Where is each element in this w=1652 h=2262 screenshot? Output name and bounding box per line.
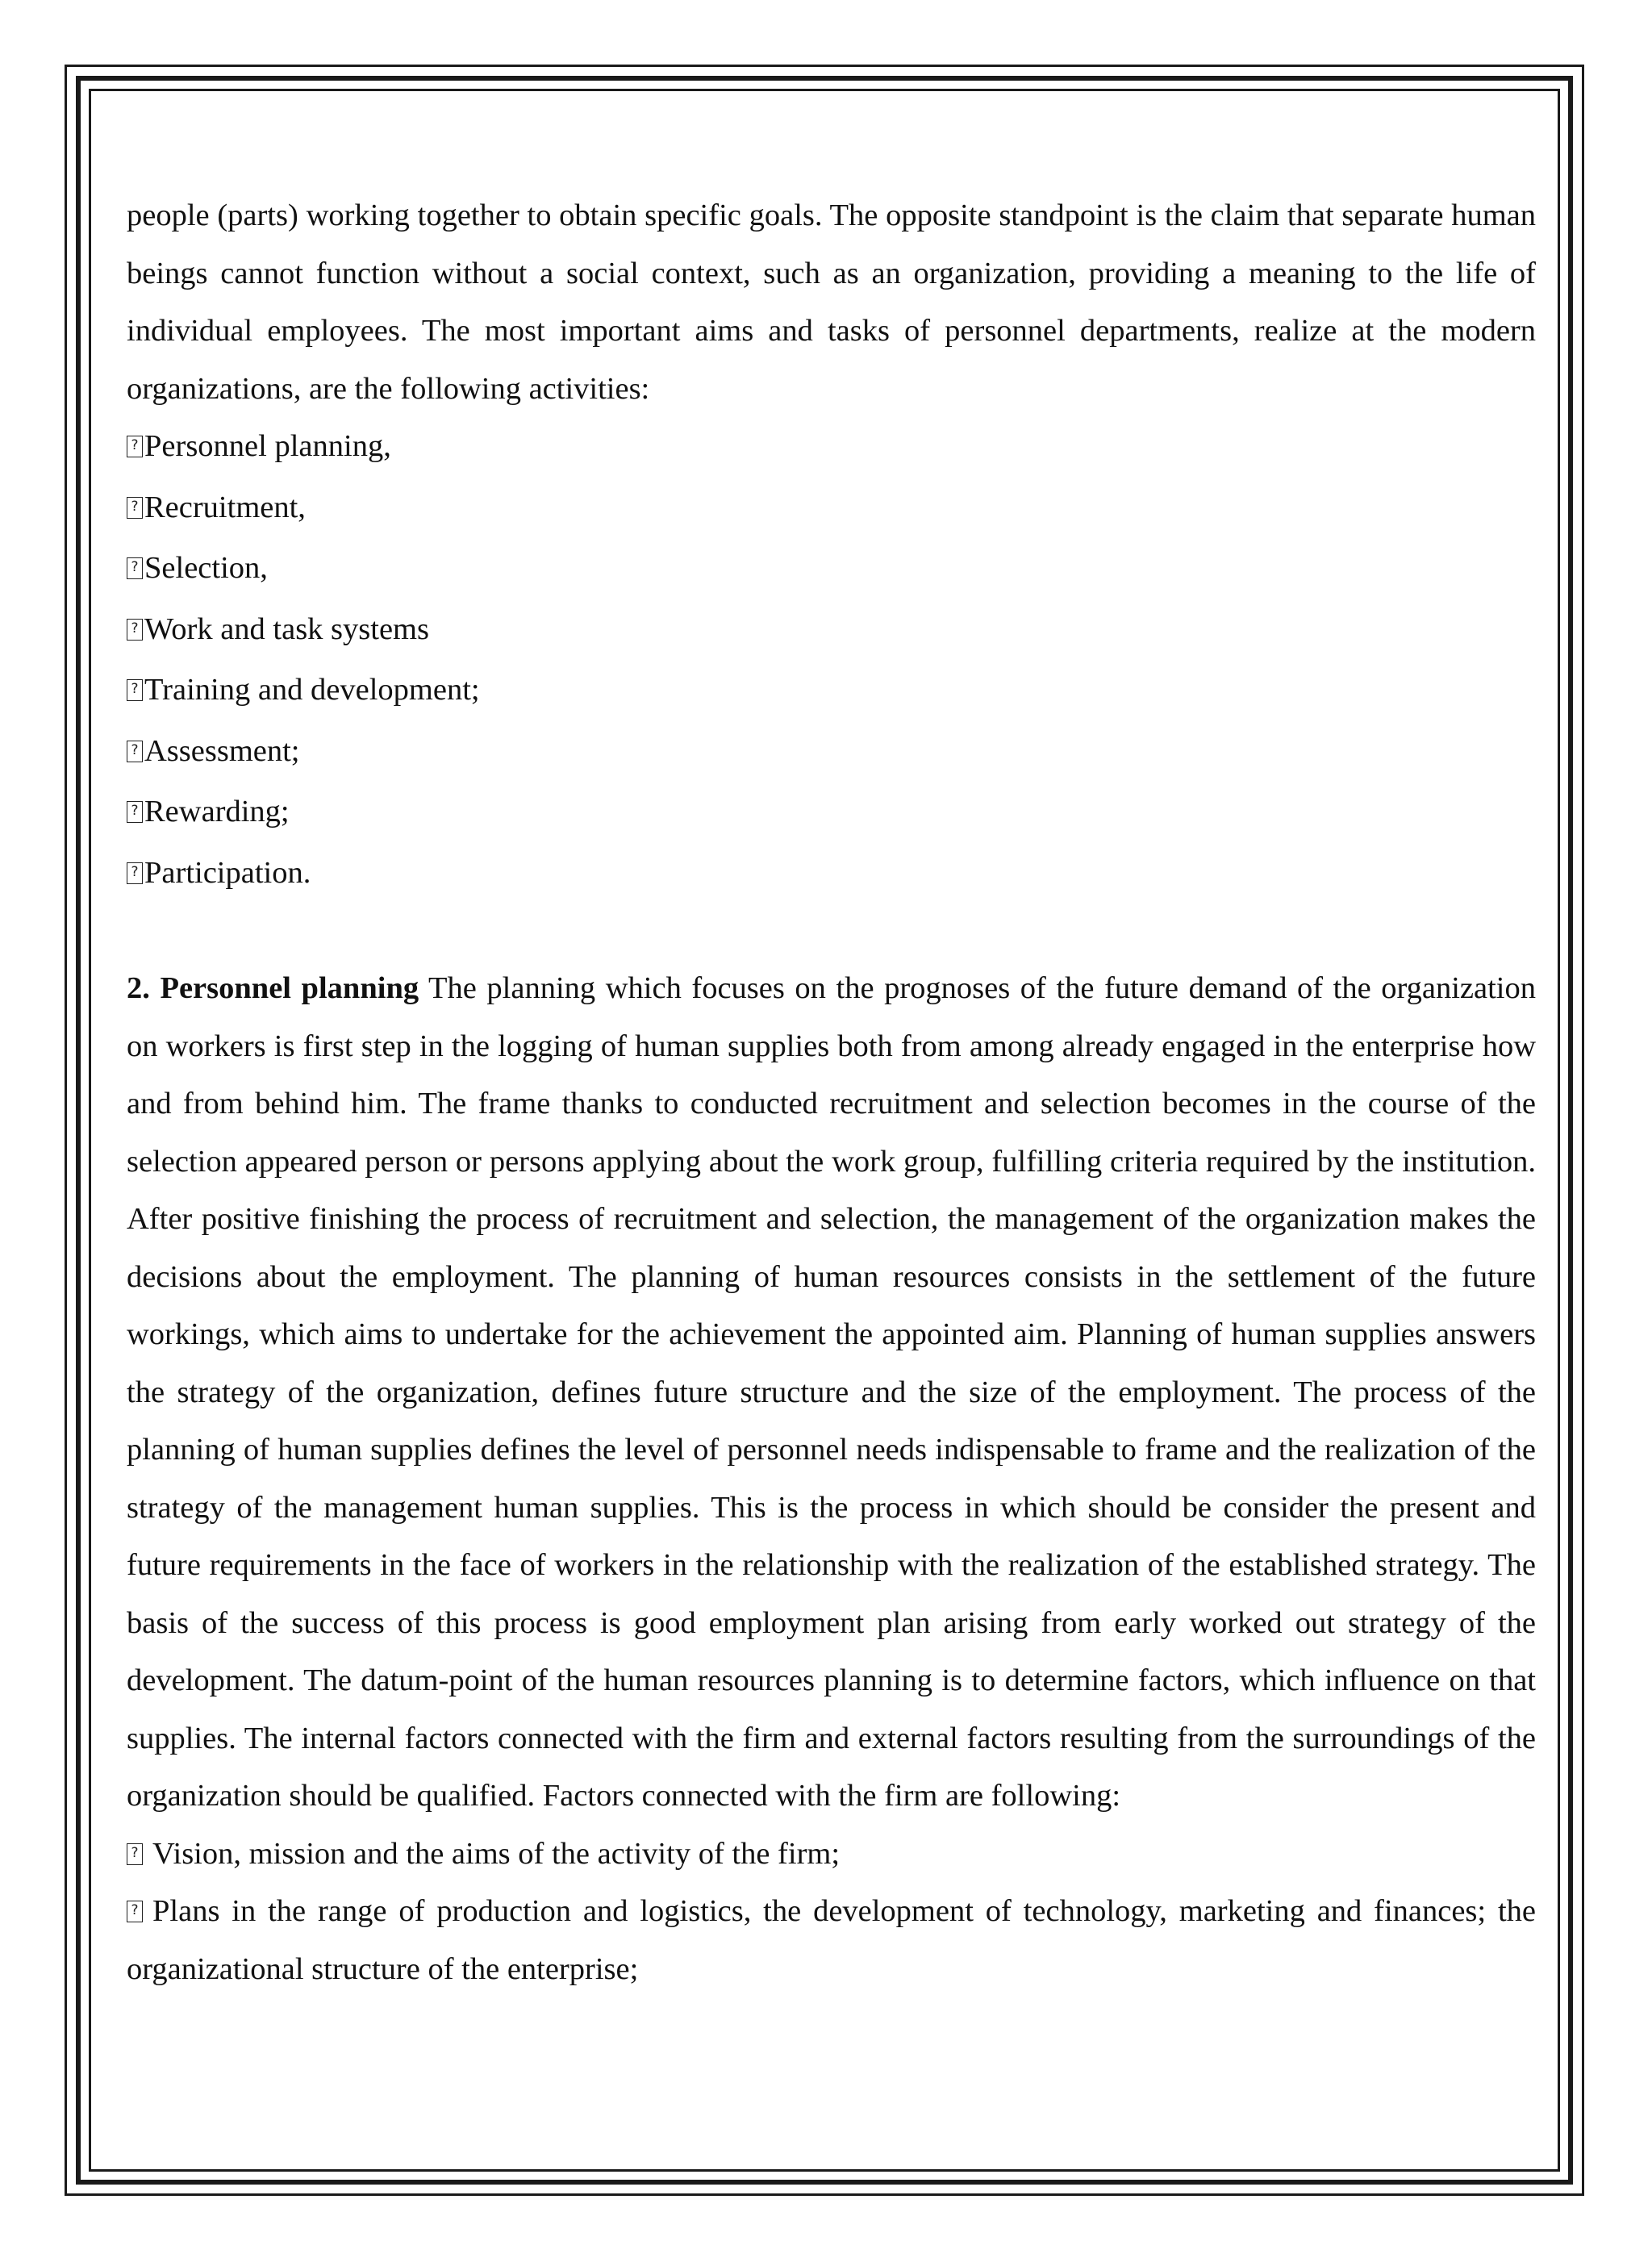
missing-glyph-icon	[127, 741, 143, 762]
list-item	[127, 783, 1536, 845]
personnel-planning-paragraph	[127, 960, 1536, 1826]
intro-paragraph: people (parts) working together to obtain specific goals. The opposite standpoint is the claim that separate human beings cannot function without a social context, such as an organization, providing a meaning to the life of individual employees. The most important aims and tasks of personnel departments, realize at the modern organizations, are the following activities:	[127, 198, 1536, 406]
missing-glyph-icon	[127, 1843, 143, 1865]
missing-glyph-icon	[127, 436, 143, 457]
missing-glyph-icon	[127, 619, 143, 641]
list-item	[127, 845, 1536, 906]
list-item-text: Personnel planning,	[144, 429, 391, 463]
missing-glyph-icon	[127, 801, 143, 823]
factor-item-text: Vision, mission and the aims of the activity of the firm;	[152, 1836, 841, 1871]
list-item-text: Training and development;	[144, 673, 480, 707]
list-item	[127, 661, 1536, 723]
section-spacer	[127, 905, 1536, 960]
list-item	[127, 601, 1536, 662]
factor-item	[127, 1883, 1536, 1998]
missing-glyph-icon	[127, 497, 143, 519]
missing-glyph-icon	[127, 862, 143, 884]
list-item-text: Rewarding;	[144, 795, 290, 828]
list-item-text: Assessment;	[144, 733, 300, 768]
list-item-text: Work and task systems	[144, 611, 429, 646]
missing-glyph-icon	[127, 1901, 143, 1922]
factor-item	[127, 1826, 1536, 1884]
section-body-text: The planning which focuses on the prognoses of the future demand of the organization on workers is first step in the logging of human supplies both from among already engaged in the enterprise how and from behind him. The frame thanks to conducted recruitment and selection becomes in the course of the selection appeared person or persons applying about the work group, fulfilling criteria required by the institution. After positive finishing the process of recruitment and selection, the management of the organization makes the decisions about the employment. The planning of human resources consists in the settlement of the future workings, which aims to undertake for the achievement the appointed aim. Planning of human supplies answers the strategy of the organization, defines future structure and the size of the employment. The process of the planning of human supplies defines the level of personnel needs indispensable to frame and the realization of the strategy of the management human supplies. This is the process in which should be consider the present and future requirements in the face of workers in the relationship with the realization of the established strategy. The basis of the success of this process is good employment plan arising from early worked out strategy of the development. The datum-point of the human resources planning is to determine factors, which influence on that supplies. The internal factors connected with the firm and external factors resulting from the surroundings of the organization should be qualified. Factors connected with the firm are following:	[127, 971, 1537, 1813]
missing-glyph-icon	[127, 679, 143, 701]
list-item	[127, 540, 1536, 601]
list-item-text: Recruitment,	[144, 490, 306, 524]
page-content	[127, 187, 1536, 1998]
list-item-text: Participation.	[144, 855, 311, 890]
list-item	[127, 479, 1536, 540]
section-heading: 2. Personnel planning	[127, 971, 419, 1005]
activities-list	[127, 418, 1536, 905]
missing-glyph-icon	[127, 557, 143, 579]
list-item	[127, 418, 1536, 479]
list-item	[127, 723, 1536, 784]
factor-item-text: Plans in the range of production and logistics, the development of technology, marketing and finances; the organizational structure of the enterprise;	[127, 1894, 1536, 1986]
list-item-text: Selection,	[144, 551, 268, 585]
